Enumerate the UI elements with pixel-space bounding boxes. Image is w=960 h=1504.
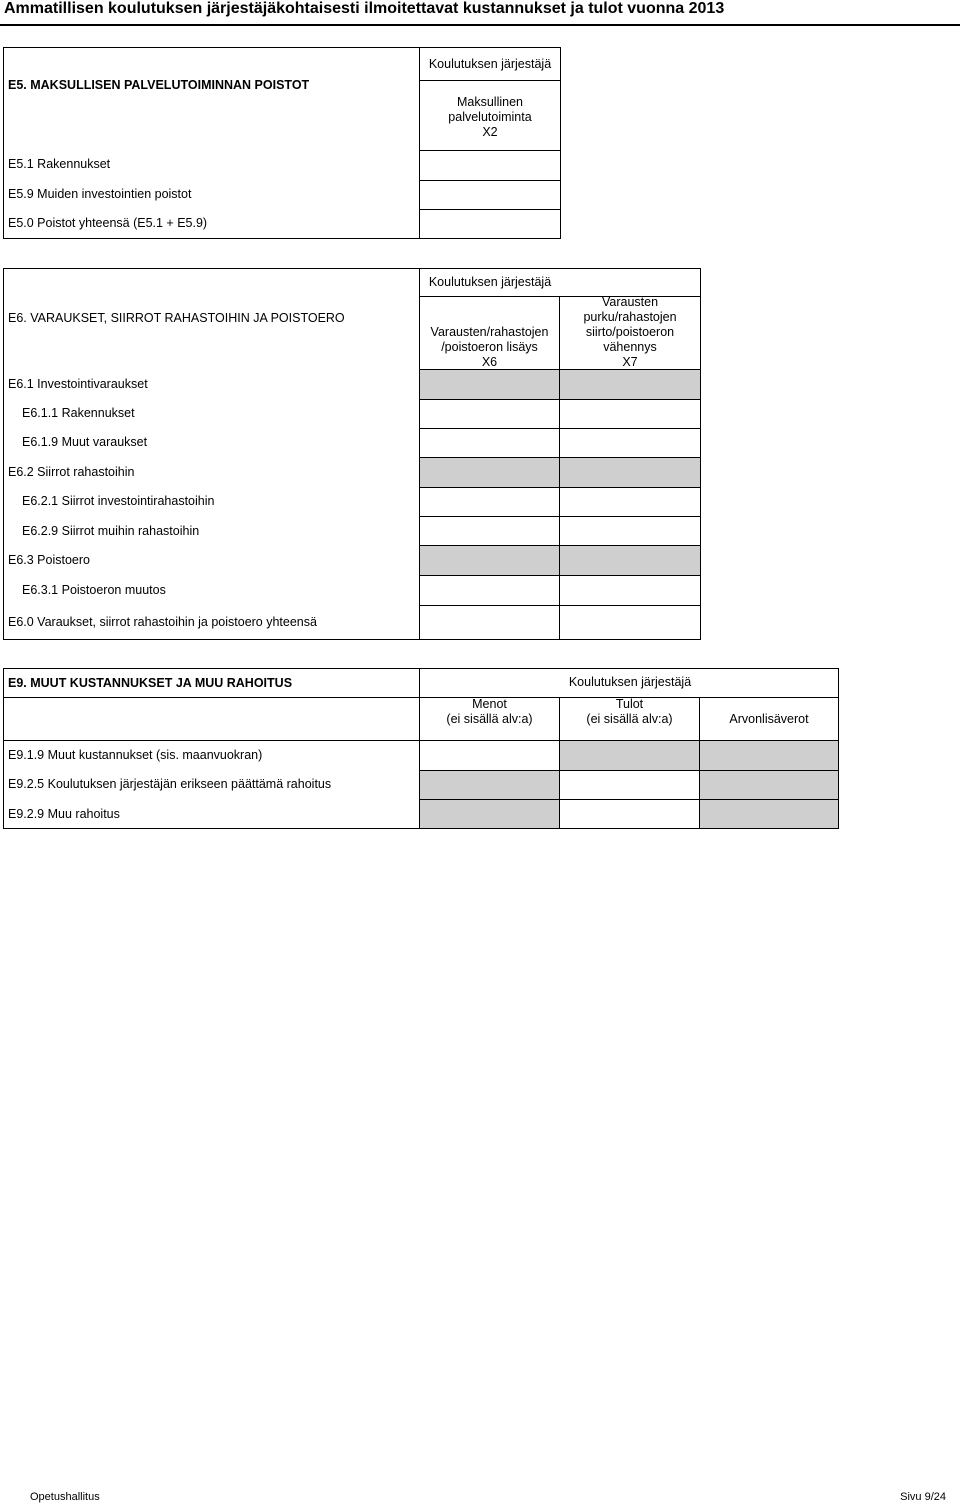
e9-input-erikseen-rahoitus-tulot[interactable]: [560, 771, 699, 799]
e9-col-group: Koulutuksen järjestäjä: [568, 675, 692, 689]
e6-row-label: E6.2 Siirrot rahastoihin: [8, 465, 135, 479]
e5-input-poistot-yhteensa[interactable]: [420, 210, 560, 238]
title-rule: [0, 24, 960, 26]
page-title: Ammatillisen koulutuksen järjestäjäkohtaisesti ilmoitettavat kustannukset ja tulot vuonna 2013: [4, 0, 725, 17]
e5-input-rakennukset[interactable]: [420, 151, 560, 179]
e6-input-poistoero-x7[interactable]: [560, 576, 700, 605]
e6-input-muut-rahastot-x7[interactable]: [560, 517, 700, 545]
e6-row-label: E6.3 Poistoero: [8, 553, 90, 567]
e9-grey-cell: [700, 800, 838, 828]
e6-input-muut-rahastot-x6[interactable]: [420, 517, 559, 545]
e5-row-label: E5.0 Poistot yhteensä (E5.1 + E5.9): [8, 216, 208, 230]
e6-input-rakennukset-x6[interactable]: [420, 400, 559, 428]
e6-grey-cell: [420, 546, 700, 575]
e6-input-poistoero-x6[interactable]: [420, 576, 559, 605]
e9-grey-cell: [420, 771, 559, 799]
e6-row-label: E6.2.9 Siirrot muihin rahastoihin: [22, 524, 200, 538]
e9-grey-cell: [700, 771, 838, 799]
e6-row-label: E6.0 Varaukset, siirrot rahastoihin ja poistoero yhteensä: [8, 615, 317, 629]
e9-col1-header: Menot (ei sisällä alv:a): [446, 697, 533, 726]
e6-col1-header: Varausten/rahastojen /poistoeron lisäys X6: [430, 325, 549, 369]
footer-left: Opetushallitus: [30, 1491, 100, 1503]
e9-input-muut-kustannukset-menot[interactable]: [420, 741, 559, 770]
e9-row-label: E9.1.9 Muut kustannukset (sis. maanvuokran): [8, 748, 263, 762]
footer-page-number: Sivu 9/24: [900, 1491, 946, 1503]
e5-row-label: E5.9 Muiden investointien poistot: [8, 187, 192, 201]
e9-input-muu-rahoitus-tulot[interactable]: [560, 800, 699, 828]
e5-row-label: E5.1 Rakennukset: [8, 157, 111, 171]
e5-col-header: Maksullinen palvelutoiminta X2: [448, 95, 532, 139]
e9-col3-header: Arvonlisäverot: [729, 712, 809, 726]
e9-row-label: E9.2.5 Koulutuksen järjestäjän erikseen päättämä rahoitus: [8, 777, 332, 791]
e6-input-yhteensa-x6[interactable]: [420, 606, 559, 639]
e5-heading: E5. MAKSULLISEN PALVELUTOIMINNAN POISTOT: [8, 78, 310, 92]
e6-input-muut-varaukset-x6[interactable]: [420, 429, 559, 457]
e6-heading: E6. VARAUKSET, SIIRROT RAHASTOIHIN JA POISTOERO: [8, 311, 345, 325]
e6-row-label: E6.1.9 Muut varaukset: [22, 435, 148, 449]
e6-grey-cell: [420, 458, 700, 487]
e5-input-muut-poistot[interactable]: [420, 181, 560, 208]
e6-input-rakennukset-x7[interactable]: [560, 400, 700, 428]
e6-grey-cell: [420, 370, 700, 399]
e6-row-label: E6.1.1 Rakennukset: [22, 406, 135, 420]
e6-col2-header: Varausten purku/rahastojen siirto/poistoeron vähennys X7: [583, 295, 677, 369]
e6-input-yhteensa-x7[interactable]: [560, 606, 700, 639]
e9-grey-cell: [560, 741, 699, 770]
e6-row-label: E6.3.1 Poistoeron muutos: [22, 583, 166, 597]
e6-input-muut-varaukset-x7[interactable]: [560, 429, 700, 457]
e9-row-label: E9.2.9 Muu rahoitus: [8, 807, 120, 821]
e9-grey-cell: [700, 741, 838, 770]
e9-heading: E9. MUUT KUSTANNUKSET JA MUU RAHOITUS: [8, 676, 293, 690]
e6-row-label: E6.2.1 Siirrot investointirahastoihin: [22, 494, 215, 508]
e5-col-group: Koulutuksen järjestäjä: [428, 57, 552, 71]
e6-input-investointirahastot-x6[interactable]: [420, 488, 559, 516]
e6-row-label: E6.1 Investointivaraukset: [8, 377, 148, 391]
e6-col-group: Koulutuksen järjestäjä: [428, 275, 552, 289]
e6-input-investointirahastot-x7[interactable]: [560, 488, 700, 516]
e9-grey-cell: [420, 800, 559, 828]
e9-col2-header: Tulot (ei sisällä alv:a): [586, 697, 673, 726]
